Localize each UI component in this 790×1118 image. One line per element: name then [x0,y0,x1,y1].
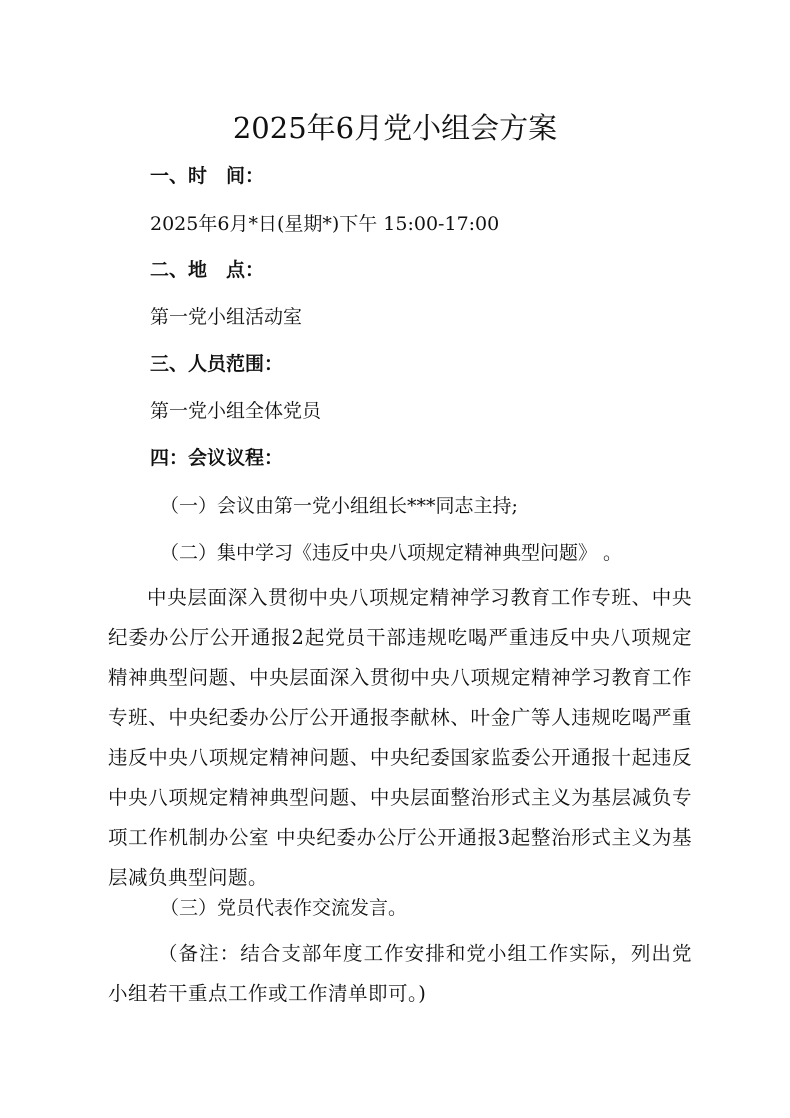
section-heading-location: 二、地 点： [150,259,265,281]
section-body-time: 2025年6月*日(星期*)下午 15:00-17:00 [150,213,500,235]
note-paragraph: （备注：结合支部年度工作安排和党小组工作实际，列出党小组若干重点工作或工作清单即可。) [108,942,692,1005]
study-paragraph: 中央层面深入贯彻中央八项规定精神学习教育工作专班、中央纪委办公厅公开通报2起党员干部违规吃喝严重违反中央八项规定精神典型问题、中央层面深入贯彻中央八项规定精神学习教育工作专班、中央纪委办公厅公开通报李献林、叶金广等人违规吃喝严重违反中央八项规定精神问题、中央纪委国家监委公开通报十起违反中央八项规定精神典型问题、中央层面整治形式主义为基层减负专项工作机制办公室 中央纪委办公厅公开通报3起整治形式主义为基层减负典型问题。 [108,586,692,889]
agenda-item-3: （三）党员代表作交流发言。 [160,897,408,919]
section-body-location: 第一党小组活动室 [150,306,303,328]
section-heading-agenda: 四：会议议程： [150,447,284,469]
document-title: 2025年6月党小组会方案 [232,111,558,145]
agenda-item-1: （一）会议由第一党小组组长***同志主持; [160,495,518,517]
agenda-item-2: （二）集中学习《违反中央八项规定精神典型问题》 。 [160,542,623,564]
section-heading-time: 一、时 间： [150,165,265,187]
section-heading-attendees: 三、人员范围： [150,353,284,375]
section-body-attendees: 第一党小组全体党员 [150,400,322,422]
